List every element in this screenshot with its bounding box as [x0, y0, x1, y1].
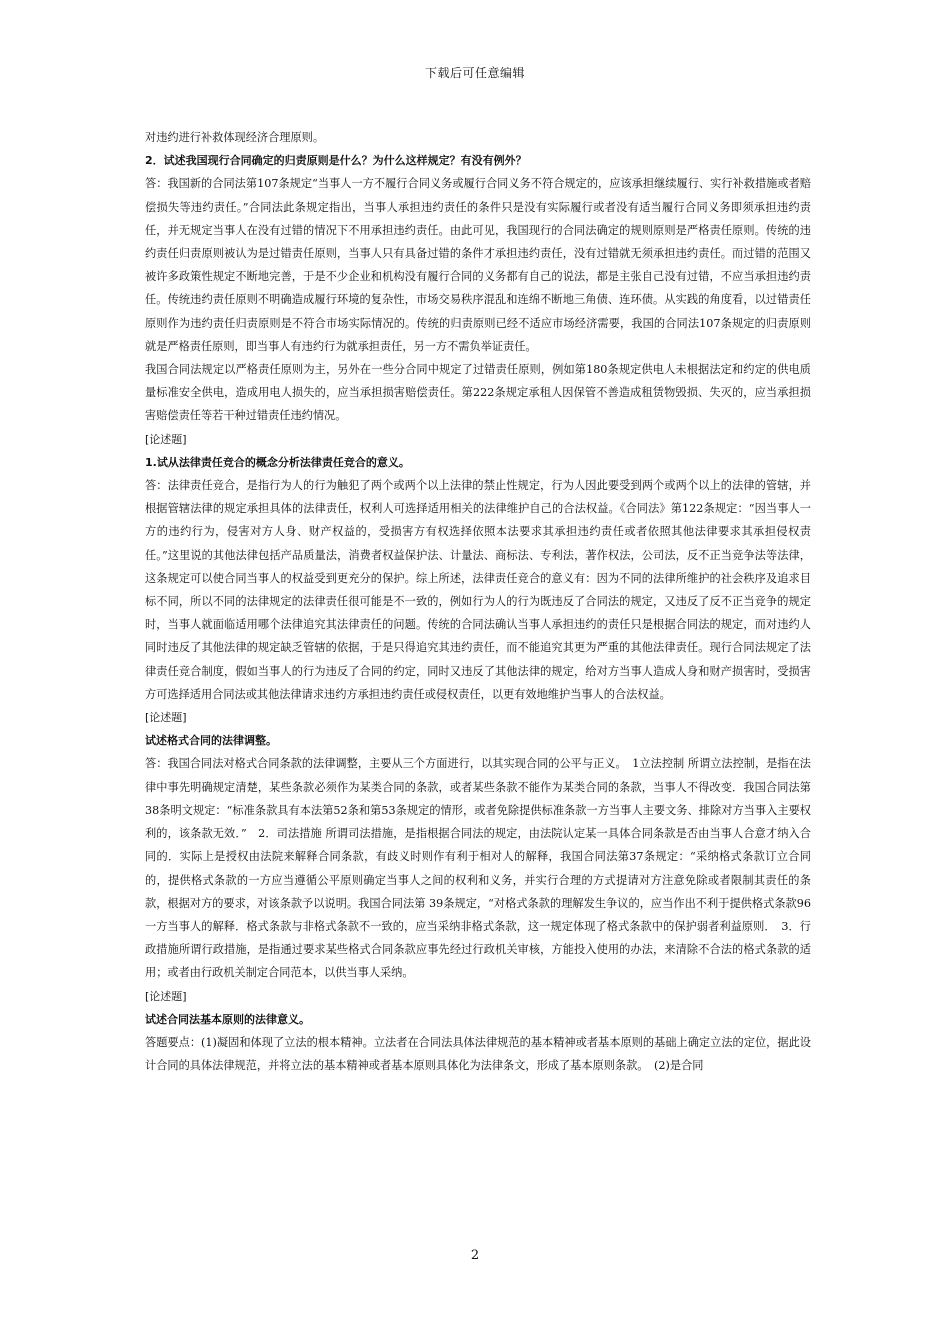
question-heading: 2．试述我国现行合同确定的归责原则是什么？为什么这样规定？有没有例外？: [145, 154, 527, 168]
section-tag: [论述题]: [145, 989, 187, 1003]
page-number: 2: [470, 1248, 480, 1263]
page-header-note: 下载后可任意编辑: [424, 66, 525, 80]
question-heading: 1.试从法律责任竞合的概念分析法律责任竞合的意义。: [145, 455, 410, 469]
document-body: [145, 126, 811, 1077]
question-heading: 试述格式合同的法律调整。: [145, 734, 277, 748]
paragraph: 我国合同法规定以严格责任原则为主，另外在一些分合同中规定了过错责任原则，例如第180条规定供电人未根据法定和约定的供电质量标准安全供电，造成用电人损失的，应当承担损害赔偿责任。第222条规定承租人因保管不善造成租赁物毁损、失灭的，应当承担损害赔偿责任等若干种过错责任违约情况。: [145, 363, 811, 423]
answer-paragraph: 答：我国新的合同法第107条规定“当事人一方不履行合同义务或履行合同义务不符合规定的，应该承担继续履行、实行补救措施或者赔偿损失等违约责任。”合同法此条规定指出，当事人承担违约责任的条件只是没有实际履行或者没有适当履行合同义务即须承担违约责任，并无规定当事人在没有过错的情况下不用承担违约责任。由此可见，我国现行的合同法确定的规则原则是严格责任原则。传统的违约责任归责原则被认为是过错责任原则，当事人只有具备过错的条件才承担违约责任，没有过错就无须承担违约责任。而过错的范围又被许多政策性规定不断地完善，于是不少企业和机构没有履行合同的义务都有自己的说法，都是主张自己没有过错，不应当承担违约责任。传统违约责任原则不明确造成履行环境的复杂性，市场交易秩序混乱和连绵不断地三角债、连环债。从实践的角度看，以过错责任原则作为违约责任归责原则是不符合市场实际情况的。传统的归责原则已经不适应市场经济需要，我国的合同法107条规定的归责原则就是严格责任原则，即当事人有违约行为就承担责任，另一方不需负举证责任。: [145, 177, 811, 353]
section-tag: [论述题]: [145, 711, 187, 725]
answer-paragraph: 答：我国合同法对格式合同条款的法律调整，主要从三个方面进行，以其实现合同的公平与正义。 1立法控制 所谓立法控制，是指在法律中事先明确规定清楚，某些条款必须作为某类合同的条款，或者某些条款不能作为某类合同的条款，当事人不得改变．我国合同法第38条明文规定：“标准条款具有本法第52条和第53条规定的情形，或者免除提供标准条款一方当事人主要文务、排除对方当事入主要权利的，该条款无效．” 2．司法措施 所谓司法措施，是指根据合同法的规定，由法院认定某一具体合同条款是否由当事人合意才纳入合同的．实际上是授权由法院来解释合同条款，有歧义时则作有利于相对人的解释，我国合同法第37条规定：“采纳格式条款订立合同的，提供格式条款的一方应当遵循公平原则确定当事人之间的权利和义务，并实行合理的方式提请对方注意免除或者限制其责任的条款，根据对方的要求，对该条款予以说明。我国合同法第 39条规定，“对格式条款的理解发生争议的，应当作出不利于提供格式条款96一方当事人的解释．格式条款与非格式条款不一致的，应当采纳非格式条款，这一规定体现了格式条款中的保护弱者利益原则． 3．行政措施所谓行政措施，是指通过要求某些格式合同条款应事先经过行政机关审核，方能投入使用的办法，来清除不合法的格式条款的适用；或者由行政机关制定合同范本，以供当事人采纳。: [145, 757, 811, 980]
answer-paragraph: 答题要点：(1)凝固和体现了立法的根本精神。立法者在合同法具体法律规范的基本精神或者基本原则的基础上确定立法的定位，据此设计合同的具体法律规范，并将立法的基本精神或者基本原则具体化为法律条文，形成了基本原则条款。 (2)是合同: [145, 1035, 811, 1073]
paragraph: 对违约进行补救体现经济合理原则。: [145, 131, 325, 144]
section-tag: [论述题]: [145, 432, 187, 446]
question-heading: 试述合同法基本原则的法律意义。: [145, 1012, 310, 1026]
answer-paragraph: 答：法律责任竞合，是指行为人的行为触犯了两个或两个以上法律的禁止性规定，行为人因此要受到两个或两个以上的法律的管辖，并根据管辖法律的规定承担具体的法律责任，权利人可选择适用相关的法律维护自己的合法权益。《合同法》第122条规定：“因当事人一方的违约行为，侵害对方人身、财产权益的，受损害方有权选择依照本法要求其承担违约责任或者依照其他法律要求其承担侵权责任。”这里说的其他法律包括产品质量法，消费者权益保护法、计量法、商标法、专利法，著作权法，公司法，反不正当竞争法等法律，这条规定可以使合同当事人的权益受到更充分的保护。综上所述，法律责任竞合的意义有：因为不同的法律所维护的社会秩序及追求目标不同，所以不同的法律规定的法律责任很可能是不一致的，例如行为人的行为既违反了合同法的规定，又违反了反不正当竞争的规定时，当事人就面临适用哪个法律追究其法律责任的问题。传统的合同法确认当事人承担违约的责任只是根据合同法的规定，而对违约人同时违反了其他法律的规定缺乏管辖的依据，于是只得追究其违约责任，而不能追究其更为严重的其他法律责任。现行合同法规定了法律责任竞合制度，假如当事人的行为违反了合同的约定，同时又违反了其他法律的规定，给对方当事人造成人身和财产损害时，受损害方可选择适用合同法或其他法律请求违约方承担违约责任或侵权责任，以更有效地维护当事人的合法权益。: [145, 479, 811, 701]
